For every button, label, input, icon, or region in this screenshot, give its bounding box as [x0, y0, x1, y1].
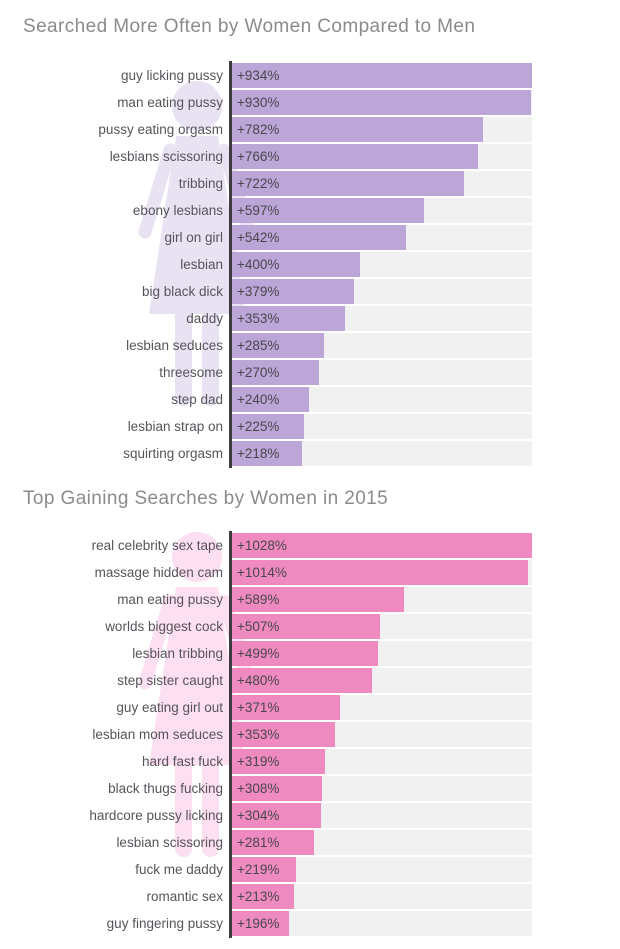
bar-row	[0, 695, 540, 720]
bar-row	[0, 306, 540, 331]
bar-label: ebony lesbians	[132, 203, 223, 218]
bar-track	[232, 144, 532, 169]
chart-searched-more-often-by-women	[0, 0, 620, 466]
bar-row	[0, 641, 540, 666]
bar-track	[232, 668, 532, 693]
bar-value: +499%	[237, 646, 280, 661]
bar-label: daddy	[186, 311, 223, 326]
bar	[232, 695, 340, 720]
bar-track	[232, 387, 532, 412]
bar-track	[232, 171, 532, 196]
bar-track	[232, 414, 532, 439]
bar-plot	[0, 63, 540, 466]
bar-row	[0, 857, 540, 882]
bar	[232, 614, 380, 639]
bar-row	[0, 198, 540, 223]
bar-label: hard fast fuck	[141, 754, 223, 769]
bar-value: +782%	[237, 122, 280, 137]
bar-label: step dad	[171, 392, 223, 407]
bar-value: +597%	[237, 203, 280, 218]
bar-track	[232, 641, 532, 666]
axis-line	[229, 61, 232, 468]
bar-value: +1014%	[237, 565, 287, 580]
bar-value: +196%	[237, 916, 280, 931]
bar-row	[0, 749, 540, 774]
bar-row	[0, 171, 540, 196]
bar-rows	[0, 63, 540, 466]
bar-label: tribbing	[178, 176, 223, 191]
bar-row	[0, 911, 540, 936]
bar	[232, 441, 302, 466]
bar	[232, 279, 354, 304]
bar-row	[0, 830, 540, 855]
bar-label: lesbians scissoring	[109, 149, 223, 164]
bar-track	[232, 560, 532, 585]
bar-label: girl on girl	[164, 230, 223, 245]
bar-value: +766%	[237, 149, 280, 164]
bar-track	[232, 90, 532, 115]
bar	[232, 722, 335, 747]
bar	[232, 198, 424, 223]
bar	[232, 911, 289, 936]
bar-label: squirting orgasm	[123, 446, 223, 461]
bar-value: +722%	[237, 176, 280, 191]
bar-label: lesbian mom seduces	[92, 727, 223, 742]
bar	[232, 830, 314, 855]
bar-rows	[0, 533, 540, 936]
bar-track	[232, 803, 532, 828]
bar-value: +225%	[237, 419, 280, 434]
bar	[232, 90, 531, 115]
bar-value: +218%	[237, 446, 280, 461]
bar-row	[0, 387, 540, 412]
bar-value: +1028%	[237, 538, 287, 553]
bar-label: fuck me daddy	[135, 862, 223, 877]
bar-value: +213%	[237, 889, 280, 904]
bar-label: worlds biggest cock	[105, 619, 223, 634]
bar-value: +542%	[237, 230, 280, 245]
bar-row	[0, 560, 540, 585]
bar-value: +285%	[237, 338, 280, 353]
bar-track	[232, 225, 532, 250]
bar-track	[232, 830, 532, 855]
bar-row	[0, 279, 540, 304]
bar-track	[232, 360, 532, 385]
axis-line	[229, 531, 232, 938]
bar-value: +304%	[237, 808, 280, 823]
bar-row	[0, 333, 540, 358]
bar-track	[232, 198, 532, 223]
bar-label: step sister caught	[117, 673, 223, 688]
bar-track	[232, 63, 532, 88]
bar-row	[0, 884, 540, 909]
bar-label: guy fingering pussy	[106, 916, 223, 931]
bar	[232, 225, 406, 250]
bar-row	[0, 533, 540, 558]
bar-row	[0, 776, 540, 801]
chart-top-gaining-searches	[0, 466, 620, 936]
bar-label: lesbian seduces	[126, 338, 223, 353]
bar-track	[232, 695, 532, 720]
bar	[232, 333, 324, 358]
bar-track	[232, 279, 532, 304]
bar-track	[232, 749, 532, 774]
bar-row	[0, 803, 540, 828]
bar	[232, 587, 404, 612]
bar-value: +240%	[237, 392, 280, 407]
bar-value: +934%	[237, 68, 280, 83]
bar-label: guy eating girl out	[116, 700, 223, 715]
bar-label: man eating pussy	[117, 95, 223, 110]
bar	[232, 749, 325, 774]
bar-label: pussy eating orgasm	[98, 122, 223, 137]
bar-label: lesbian strap on	[127, 419, 223, 434]
bar	[232, 387, 309, 412]
bar-track	[232, 857, 532, 882]
chart-title: Top Gaining Searches by Women in 2015	[23, 488, 389, 509]
bar-row	[0, 225, 540, 250]
bar-row	[0, 252, 540, 277]
bar-row	[0, 441, 540, 466]
bar-row	[0, 587, 540, 612]
bar-value: +270%	[237, 365, 280, 380]
bar	[232, 560, 528, 585]
bar-label: romantic sex	[146, 889, 223, 904]
bar	[232, 144, 478, 169]
bar-value: +480%	[237, 673, 280, 688]
bar	[232, 668, 372, 693]
bar-track	[232, 614, 532, 639]
bar-row	[0, 722, 540, 747]
bar	[232, 360, 319, 385]
bar-track	[232, 117, 532, 142]
bar-plot	[0, 533, 540, 936]
bar-value: +308%	[237, 781, 280, 796]
bar-track	[232, 252, 532, 277]
bar-row	[0, 668, 540, 693]
bar-track	[232, 884, 532, 909]
bar-label: threesome	[159, 365, 223, 380]
bar	[232, 641, 378, 666]
bar-label: man eating pussy	[117, 592, 223, 607]
bar-value: +319%	[237, 754, 280, 769]
bar-value: +371%	[237, 700, 280, 715]
bar-row	[0, 90, 540, 115]
bar-label: real celebrity sex tape	[91, 538, 223, 553]
bar-track	[232, 333, 532, 358]
bar	[232, 533, 532, 558]
bar	[232, 884, 294, 909]
bar	[232, 252, 360, 277]
bar-value: +507%	[237, 619, 280, 634]
bar-label: big black dick	[141, 284, 223, 299]
bar-value: +353%	[237, 311, 280, 326]
bar-row	[0, 63, 540, 88]
bar	[232, 414, 304, 439]
bar-label: lesbian scissoring	[116, 835, 223, 850]
bar-value: +353%	[237, 727, 280, 742]
bar-label: lesbian	[180, 257, 223, 272]
bar-label: guy licking pussy	[120, 68, 223, 83]
bar-row	[0, 360, 540, 385]
bar-label: black thugs fucking	[108, 781, 223, 796]
bar	[232, 63, 532, 88]
bar-row	[0, 414, 540, 439]
bar-value: +930%	[237, 95, 280, 110]
bar-track	[232, 533, 532, 558]
bar-value: +281%	[237, 835, 280, 850]
bar	[232, 171, 464, 196]
bar	[232, 803, 321, 828]
bar-track	[232, 441, 532, 466]
bar-track	[232, 587, 532, 612]
bar-track	[232, 722, 532, 747]
bar-track	[232, 911, 532, 936]
bar-label: hardcore pussy licking	[89, 808, 223, 823]
bar-value: +400%	[237, 257, 280, 272]
bar-track	[232, 306, 532, 331]
bar-value: +589%	[237, 592, 280, 607]
bar-value: +379%	[237, 284, 280, 299]
bar-row	[0, 614, 540, 639]
bar-track	[232, 776, 532, 801]
bar-row	[0, 117, 540, 142]
chart-title: Searched More Often by Women Compared to Men	[23, 16, 476, 37]
bar	[232, 306, 345, 331]
bar	[232, 117, 483, 142]
bar-label: massage hidden cam	[94, 565, 223, 580]
bar-value: +219%	[237, 862, 280, 877]
bar	[232, 776, 322, 801]
bar-label: lesbian tribbing	[132, 646, 223, 661]
bar-row	[0, 144, 540, 169]
bar	[232, 857, 296, 882]
